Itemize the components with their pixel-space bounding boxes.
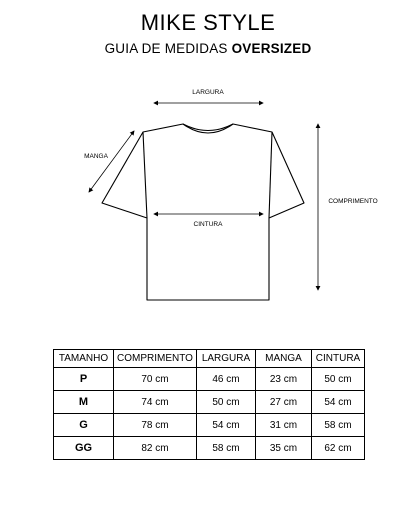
manga-arrow — [89, 131, 134, 192]
table-header-row — [54, 350, 365, 368]
manga-cell: 27 cm — [256, 391, 312, 414]
header-cintura: CINTURA — [312, 350, 365, 368]
manga-cell: 35 cm — [256, 437, 312, 460]
size-cell: GG — [54, 437, 114, 460]
largura-cell: 46 cm — [197, 368, 256, 391]
header-comprimento: COMPRIMENTO — [114, 350, 197, 368]
table-row — [54, 391, 365, 414]
cintura-cell: 58 cm — [312, 414, 365, 437]
largura-cell: 50 cm — [197, 391, 256, 414]
tshirt-outline — [102, 124, 304, 300]
largura-cell: 58 cm — [197, 437, 256, 460]
brand-title: MIKE STYLE — [140, 10, 276, 35]
size-cell: G — [54, 414, 114, 437]
manga-cell: 31 cm — [256, 414, 312, 437]
size-cell: M — [54, 391, 114, 414]
comprimento-cell: 82 cm — [114, 437, 197, 460]
header-manga: MANGA — [256, 350, 312, 368]
subtitle-emphasis: OVERSIZED — [231, 41, 312, 56]
header-tamanho: TAMANHO — [54, 350, 114, 368]
manga-cell: 23 cm — [256, 368, 312, 391]
comprimento-cell: 74 cm — [114, 391, 197, 414]
table-row — [54, 414, 365, 437]
table-row — [54, 437, 365, 460]
tshirt-left-armhole — [143, 132, 147, 218]
manga-label: MANGA — [84, 153, 108, 160]
tshirt-right-armhole — [269, 132, 272, 218]
comprimento-cell: 78 cm — [114, 414, 197, 437]
largura-label: LARGURA — [192, 89, 224, 96]
cintura-cell: 54 cm — [312, 391, 365, 414]
subtitle-prefix: GUIA DE MEDIDAS — [104, 41, 228, 56]
header-largura: LARGURA — [197, 350, 256, 368]
comprimento-cell: 70 cm — [114, 368, 197, 391]
cintura-label: CINTURA — [193, 221, 223, 228]
size-cell: P — [54, 368, 114, 391]
largura-cell: 54 cm — [197, 414, 256, 437]
cintura-cell: 62 cm — [312, 437, 365, 460]
tshirt-collar — [183, 124, 233, 133]
comprimento-label: COMPRIMENTO — [328, 198, 378, 205]
size-chart-table — [53, 349, 365, 460]
table-row — [54, 368, 365, 391]
cintura-cell: 50 cm — [312, 368, 365, 391]
